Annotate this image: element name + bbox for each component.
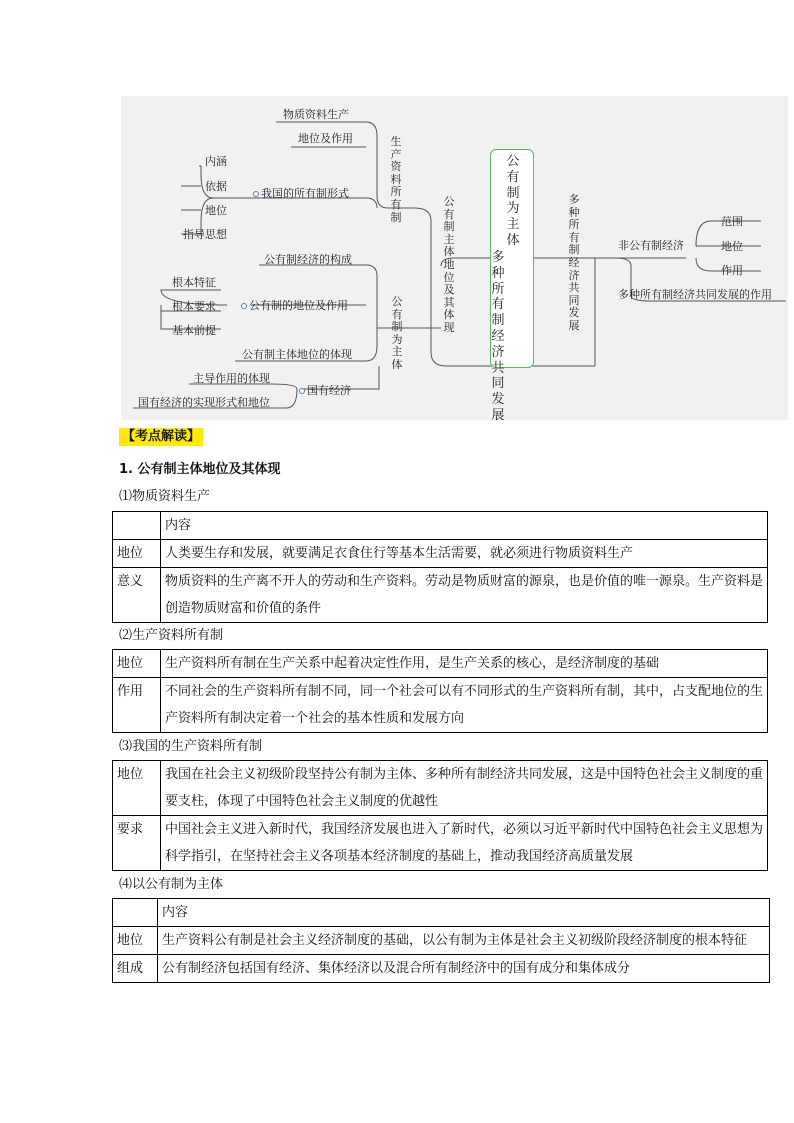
row-label: 地位	[113, 927, 158, 955]
section-title-2: ⑵生产资料所有制	[119, 628, 224, 643]
section-title-1: ⑴物质资料生产	[119, 489, 211, 504]
table-material-production	[112, 511, 768, 623]
node-dot-icon	[299, 388, 305, 394]
row-label: 要求	[113, 816, 161, 871]
section-title-3: ⑶我国的生产资料所有制	[119, 739, 263, 754]
row-text: 公有制经济包括国有经济、集体经济以及混合所有制经济中的国有成分和集体成分	[158, 955, 770, 983]
section-title-4: ⑷以公有制为主体	[119, 877, 224, 892]
node-public-composition: 公有制经济的构成	[264, 253, 352, 266]
node-dot-icon	[241, 303, 247, 309]
row-label: 作用	[113, 678, 161, 733]
leaf-state-forms: 国有经济的实现形式和地位	[138, 396, 270, 409]
section-heading: 1. 公有制主体地位及其体现	[119, 462, 281, 477]
node-state-economy: 国有经济	[299, 384, 351, 397]
node-public-dominant: 公有制为主体	[391, 295, 403, 371]
table-header: 内容	[158, 899, 770, 927]
node-dot-icon	[253, 191, 259, 197]
row-text: 生产资料公有制是社会主义经济制度的基础，以公有制为主体是社会主义初级阶段经济制度的根本特征	[158, 927, 770, 955]
row-text: 生产资料所有制在生产关系中起着决定性作用，是生产关系的核心，是经济制度的基础	[161, 650, 768, 678]
row-label: 组成	[113, 955, 158, 983]
row-label: 地位	[113, 761, 161, 816]
center-node	[490, 149, 534, 423]
leaf-role: 作用	[721, 264, 743, 277]
table-cell	[113, 512, 161, 540]
table-ownership	[112, 649, 768, 733]
leaf-position: 地位	[721, 240, 743, 253]
node-public-status-role: 公有制的地位及作用	[241, 299, 348, 312]
table-public-dominant	[112, 898, 770, 983]
row-text: 我国在社会主义初级阶段坚持公有制为主体、多种所有制经济共同发展，这是中国特色社会主义制度的重要支柱，体现了中国特色社会主义制度的优越性	[161, 761, 768, 816]
leaf-status: 地位	[205, 204, 227, 217]
table-header: 内容	[161, 512, 768, 540]
key-points-badge: 【考点解读】	[119, 428, 203, 446]
row-label: 意义	[113, 568, 161, 623]
leaf-guiding-thought: 指导思想	[183, 228, 227, 241]
center-line-1: 公有制为主体	[506, 154, 520, 248]
row-label: 地位	[113, 540, 161, 568]
leaf-basis: 依据	[205, 180, 227, 193]
node-material-production: 物质资料生产	[283, 108, 349, 121]
node-coexistence-role: 多种所有制经济共同发展的作用	[618, 288, 772, 301]
table-cell	[113, 899, 158, 927]
row-text: 不同社会的生产资料所有制不同，同一个社会可以有不同形式的生产资料所有制，其中，占支配地位的生产资料所有制决定着一个社会的基本性质和发展方向	[161, 678, 768, 733]
row-text: 人类要生存和发展，就要满足衣食住行等基本生活需要，就必须进行物质资料生产	[161, 540, 768, 568]
leaf-connotation: 内涵	[205, 155, 227, 168]
node-dominance-manifestation: 公有制主体地位的体现	[242, 348, 352, 361]
leaf-basic-premise: 基本前提	[172, 324, 216, 337]
node-non-public: 非公有制经济	[618, 239, 684, 252]
row-text: 中国社会主义进入新时代，我国经济发展也进入了新时代，必须以习近平新时代中国特色社会主义思想为科学指引，在坚持社会主义各项基本经济制度的基础上，推动我国经济高质量发展	[161, 816, 768, 871]
row-label: 地位	[113, 650, 161, 678]
leaf-scope: 范围	[721, 215, 743, 228]
center-line-2: 多种所有制经济共同发展	[491, 250, 505, 423]
row-text: 物质资料的生产离不开人的劳动和生产资料。劳动是物质财富的源泉，也是价值的唯一源泉。生产资料是创造物质财富和价值的条件	[161, 568, 768, 623]
leaf-fundamental-requirement: 根本要求	[172, 300, 216, 313]
node-status-role: 地位及作用	[298, 132, 353, 145]
table-our-ownership	[112, 760, 768, 871]
leaf-leading-role: 主导作用的体现	[193, 372, 270, 385]
mind-map	[121, 96, 788, 423]
leaf-fundamental-feature: 根本特征	[172, 276, 216, 289]
node-means-of-production-ownership: 生产资料所有制	[390, 135, 402, 224]
node-right-branch: 多种所有制经济共同发展	[568, 193, 580, 332]
node-left-branch: 公有制主体地位及其体现	[443, 195, 455, 334]
node-ownership-forms: 我国的所有制形式	[253, 187, 349, 200]
